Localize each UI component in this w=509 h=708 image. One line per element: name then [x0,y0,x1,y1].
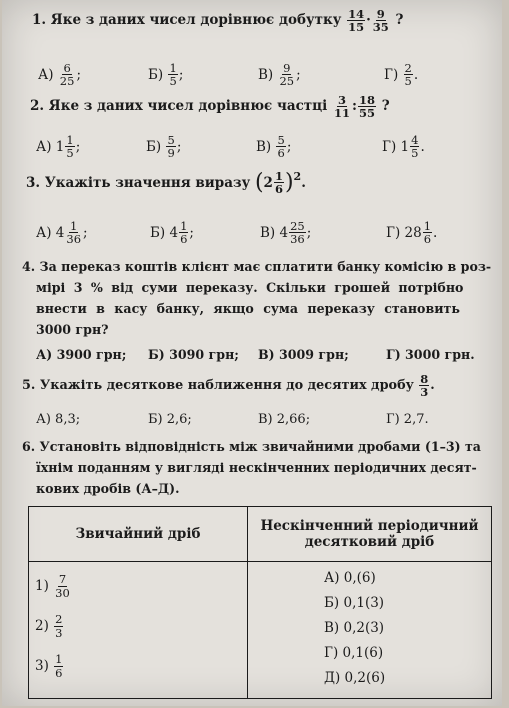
q2-option-c[interactable]: В) $\frac{5}{6}$ ; [256,133,292,161]
q4-option-c[interactable]: В) 3009 грн; [258,347,349,362]
q2-option-a[interactable]: А) 1 $\frac{1}{5}$ ; [36,133,81,161]
q5-option-d[interactable]: Г) 2,7. [386,412,429,427]
question-5-text: 5. Укажіть десяткове наближення до десятих дробу [22,378,414,394]
q2-fraction-b: $\frac{18}{55}$ [358,93,375,121]
decimal-item-c[interactable]: В) 0,2(3) [324,620,385,636]
textbook-page [2,0,502,706]
q2-option-d[interactable]: Г) 1 $\frac{4}{5}$ . [382,133,425,161]
q3-option-a[interactable]: А) 4 $\frac{1}{36}$ ; [36,219,88,247]
q3-option-d[interactable]: Г) 28 $\frac{1}{6}$ . [386,219,438,247]
q5-option-c[interactable]: В) 2,66; [258,412,311,427]
matching-table [28,506,492,699]
decimal-item-d[interactable]: Г) 0,1(6) [324,645,384,661]
q1-fraction-b: $\frac{9}{35}$ [372,7,389,35]
fraction-item-1[interactable]: 1) $\frac{7}{30}$ [35,572,70,600]
q1-option-b[interactable]: Б) $\frac{1}{5}$ ; [148,61,184,89]
q4-option-a[interactable]: А) 3900 грн; [36,347,127,362]
decimal-item-a[interactable]: А) 0,(6) [324,570,376,586]
q3-option-c[interactable]: В) 4 $\frac{25}{36}$ ; [260,219,312,247]
q4-option-b[interactable]: Б) 3090 грн; [148,347,239,362]
question-3: 3. Укажіть значення виразу ( 2 $\frac{1}{6}$ ) $^2$ . [26,169,306,197]
question-6: 6. Установіть відповідність між звичайними дробами (1–3) та їхнім поданням у вигляді нескінченних періодичних десят- кових дробів (А–Д). [22,439,481,496]
decimal-item-e[interactable]: Д) 0,2(6) [324,670,386,686]
q5-option-b[interactable]: Б) 2,6; [148,412,192,427]
question-1: 1. Яке з даних чисел дорівнює добутку $\frac{14}{15}$ · $\frac{9}{35}$ ? [32,7,404,35]
fractions-cell [29,562,248,699]
question-4: 4. За переказ коштів клієнт має сплатити банку комісію в роз- мірі 3 % від суми переказу. Скільки грошей потрібно внести в касу банку, якщо сума переказу становить 3000 грн? [22,259,492,337]
q1-option-d[interactable]: Г) $\frac{2}{5}$ . [384,61,419,89]
q1-option-a[interactable]: А) $\frac{6}{25}$ ; [38,61,81,89]
question-2: 2. Яке з даних чисел дорівнює частці $\frac{3}{11}$ : $\frac{18}{55}$ ? [30,93,390,121]
question-5: 5. Укажіть десяткове наближення до десятих дробу $\frac{8}{3}$ . [22,372,435,400]
q2-option-b[interactable]: Б) $\frac{5}{9}$ ; [146,133,182,161]
question-3-text: 3. Укажіть значення виразу [26,174,251,191]
q1-option-c[interactable]: В) $\frac{9}{25}$ ; [258,61,301,89]
fraction-item-2[interactable]: 2) $\frac{2}{3}$ [35,612,63,640]
q3-option-b[interactable]: Б) 4 $\frac{1}{6}$ ; [150,219,194,247]
q2-fraction-a: $\frac{3}{11}$ [333,93,350,121]
col-header-decimal: Нескінченний періодичний десятковий дріб [248,507,492,562]
q5-option-a[interactable]: А) 8,3; [36,412,81,427]
fraction-item-3[interactable]: 3) $\frac{1}{6}$ [35,652,63,680]
col-header-fraction: Звичайний дріб [29,507,248,562]
question-1-text: 1. Яке з даних чисел дорівнює добутку [32,12,342,29]
question-2-text: 2. Яке з даних чисел дорівнює частці [30,98,328,115]
q1-fraction-a: $\frac{14}{15}$ [348,7,365,35]
q4-option-d[interactable]: Г) 3000 грн. [386,347,475,362]
decimals-cell [248,562,492,699]
decimal-item-b[interactable]: Б) 0,1(3) [324,595,385,611]
